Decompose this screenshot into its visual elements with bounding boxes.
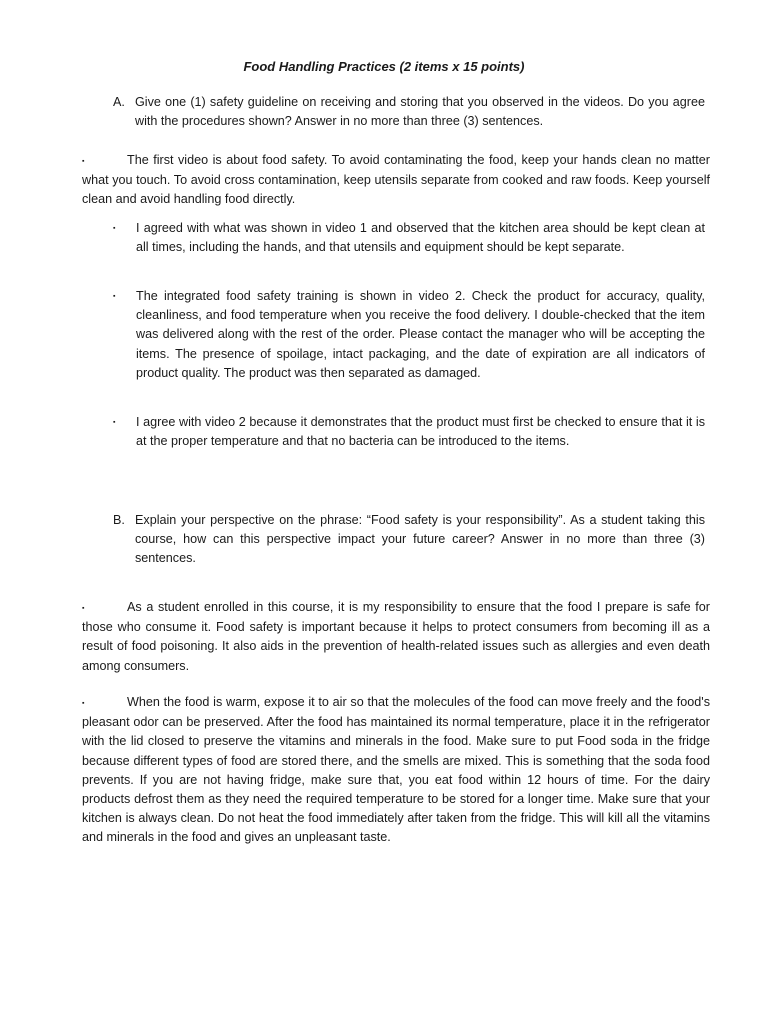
answer-b-paragraph bbox=[82, 598, 710, 676]
answer-a-item bbox=[113, 413, 705, 451]
question-b-text: Explain your perspective on the phrase: “Food safety is your responsibility”. As a student taking this course, how can this perspective impact your future career? Answer in no more than three (3) sentences. bbox=[135, 513, 705, 566]
document-title: Food Handling Practices (2 items x 15 points) bbox=[243, 59, 525, 74]
answer-a-item-text: I agreed with what was shown in video 1 and observed that the kitchen area should be kept clean at all times, including the hands, and that utensils and equipment should be kept separate. bbox=[136, 221, 705, 255]
question-a-marker: A. bbox=[113, 95, 125, 109]
answer-a-item bbox=[113, 287, 705, 383]
answer-a-item-text: I agree with video 2 because it demonstrates that the product must first be checked to ensure that it is at the proper temperature and that no bacteria can be introduced to the items. bbox=[136, 415, 705, 449]
answer-b-paragraph-text: As a student enrolled in this course, it is my responsibility to ensure that the food I prepare is safe for those who consume it. Food safety is important because it helps to protect consumers from becoming ill as a result of food poisoning. It also aids in the prevention of health-related issues such as allergies and even death among consumers. bbox=[82, 600, 710, 673]
bullet-icon: ▪ bbox=[82, 605, 85, 612]
bullet-icon: ▪ bbox=[113, 419, 116, 426]
answer-a-item-text: The integrated food safety training is shown in video 2. Check the product for accuracy, quality, cleanliness, and food temperature when you receive the food delivery. I double-checked that the item was delivered along with the rest of the order. Please contact the manager who will be accepting the items. The presence of spoilage, intact packaging, and the date of expiration are all indicators of product quality. The product was then separated as damaged. bbox=[136, 289, 705, 380]
answer-a-intro bbox=[82, 151, 710, 210]
answer-a-intro-text: The first video is about food safety. To avoid contaminating the food, keep your hands clean no matter what you touch. To avoid cross contamination, keep utensils separate from cooked and raw foods. Keep yourself clean and avoid handling food directly. bbox=[82, 153, 710, 207]
question-b-marker: B. bbox=[113, 513, 125, 527]
bullet-icon: ▪ bbox=[82, 158, 85, 165]
answer-b-paragraph bbox=[82, 693, 710, 848]
answer-b-paragraph-text: When the food is warm, expose it to air so that the molecules of the food can move freely and the food's pleasant odor can be preserved. After the food has maintained its normal temperature, place it in the refrigerator with the lid closed to preserve the vitamins and minerals in the food. Make sure to put Food soda in the fridge because different types of food are stored there, and the smells are mixed. This is something that the soda food prevents. If you are not having fridge, make sure that, you eat food within 12 hours of time. For the dairy products defrost them as they need the required temperature to be stored for a longer time. Make sure that your kitchen is always clean. Do not heat the food immediately after taken from the fridge. This will kill all the vitamins and minerals in the food and gives an unpleasant taste. bbox=[82, 695, 710, 845]
answer-a-item bbox=[113, 219, 705, 257]
bullet-icon: ▪ bbox=[113, 293, 116, 300]
bullet-icon: ▪ bbox=[82, 700, 85, 707]
question-a bbox=[113, 93, 705, 131]
question-b bbox=[113, 511, 705, 569]
bullet-icon: ▪ bbox=[113, 225, 116, 232]
question-a-text: Give one (1) safety guideline on receiving and storing that you observed in the videos. Do you agree with the procedures shown? Answer in no more than three (3) sentences. bbox=[135, 95, 705, 129]
